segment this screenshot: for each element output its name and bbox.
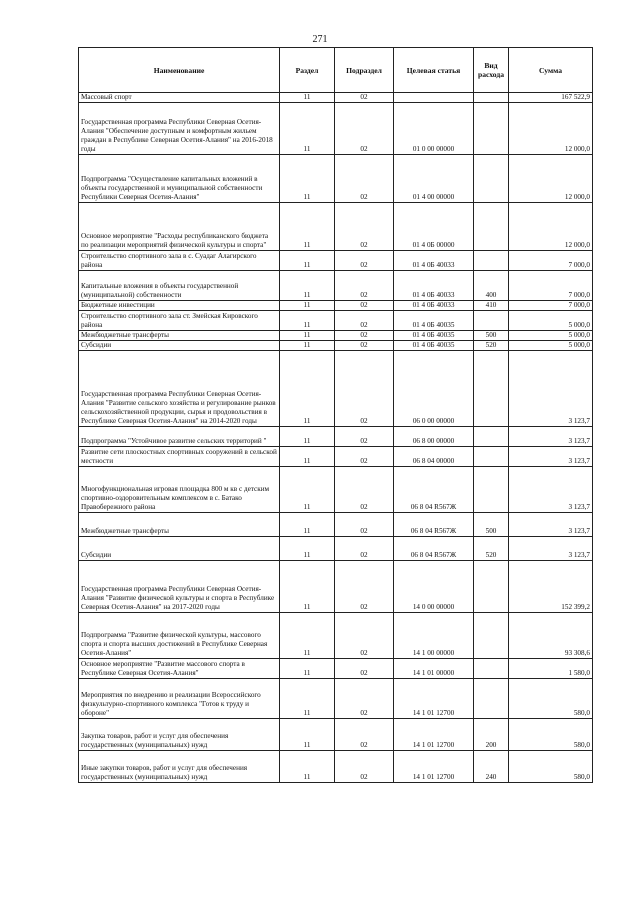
cell-podrazdel: 02 — [335, 751, 394, 783]
cell-summa: 12 000,0 — [509, 203, 593, 251]
table-row — [79, 301, 593, 311]
cell-name: Строительство спортивного зала в с. Суадаг Алагирского района — [79, 251, 280, 271]
cell-podrazdel: 02 — [335, 341, 394, 351]
cell-summa: 3 123,7 — [509, 513, 593, 537]
cell-name: Закупка товаров, работ и услуг для обеспечения государственных (муниципальных) нужд — [79, 719, 280, 751]
cell-razdel: 11 — [280, 341, 335, 351]
cell-tselevaya-statya: 06 8 04 00000 — [394, 447, 474, 467]
cell-razdel: 11 — [280, 561, 335, 613]
cell-summa: 7 000,0 — [509, 251, 593, 271]
cell-tselevaya-statya: 14 1 01 00000 — [394, 659, 474, 679]
cell-podrazdel: 02 — [335, 679, 394, 719]
cell-summa: 3 123,7 — [509, 351, 593, 427]
header-tselevaya-statya: Целевая статья — [394, 48, 474, 93]
cell-vid-raskhoda — [474, 311, 509, 331]
cell-tselevaya-statya: 14 1 01 12700 — [394, 679, 474, 719]
table-row — [79, 93, 593, 103]
cell-summa: 7 000,0 — [509, 271, 593, 301]
cell-vid-raskhoda: 410 — [474, 301, 509, 311]
cell-summa: 93 308,6 — [509, 613, 593, 659]
cell-summa: 5 000,0 — [509, 331, 593, 341]
table-row — [79, 561, 593, 613]
cell-razdel: 11 — [280, 719, 335, 751]
cell-vid-raskhoda — [474, 659, 509, 679]
cell-tselevaya-statya: 14 1 01 12700 — [394, 751, 474, 783]
cell-podrazdel: 02 — [335, 103, 394, 155]
cell-podrazdel: 02 — [335, 251, 394, 271]
cell-summa: 580,0 — [509, 719, 593, 751]
table-row — [79, 103, 593, 155]
table-row — [79, 751, 593, 783]
cell-razdel: 11 — [280, 203, 335, 251]
cell-tselevaya-statya: 01 4 0Б 40033 — [394, 301, 474, 311]
table-row — [79, 513, 593, 537]
cell-name: Подпрограмма "Осуществление капитальных вложений в объекты государственной и муниципальной собственности Республики Северная Осетия-Алания" — [79, 155, 280, 203]
cell-podrazdel: 02 — [335, 351, 394, 427]
cell-name: Многофункциональная игровая площадка 800 м кв с детским спортивно-оздоровительным комплексом в с. Батако Правобережного района — [79, 467, 280, 513]
cell-tselevaya-statya: 06 8 04 R567Ж — [394, 513, 474, 537]
cell-podrazdel: 02 — [335, 203, 394, 251]
cell-tselevaya-statya: 01 4 00 00000 — [394, 155, 474, 203]
cell-tselevaya-statya: 01 4 0Б 40035 — [394, 311, 474, 331]
cell-podrazdel: 02 — [335, 271, 394, 301]
cell-podrazdel: 02 — [335, 719, 394, 751]
table-row — [79, 155, 593, 203]
cell-tselevaya-statya: 01 0 00 00000 — [394, 103, 474, 155]
cell-tselevaya-statya: 01 4 0Б 40035 — [394, 331, 474, 341]
cell-tselevaya-statya: 14 1 00 00000 — [394, 613, 474, 659]
cell-vid-raskhoda — [474, 679, 509, 719]
cell-razdel: 11 — [280, 613, 335, 659]
cell-vid-raskhoda — [474, 427, 509, 447]
cell-razdel: 11 — [280, 351, 335, 427]
table-row — [79, 331, 593, 341]
cell-vid-raskhoda: 520 — [474, 537, 509, 561]
cell-name: Основное мероприятие "Расходы республиканского бюджета по реализации мероприятий физической культуры и спорта" — [79, 203, 280, 251]
table-row — [79, 447, 593, 467]
cell-name: Строительство спортивного зала ст. Змейская Кировского района — [79, 311, 280, 331]
cell-vid-raskhoda — [474, 251, 509, 271]
table-header-row — [79, 48, 593, 93]
cell-summa: 167 522,9 — [509, 93, 593, 103]
table-row — [79, 679, 593, 719]
cell-razdel: 11 — [280, 103, 335, 155]
cell-podrazdel: 02 — [335, 467, 394, 513]
cell-summa: 3 123,7 — [509, 537, 593, 561]
table-row — [79, 203, 593, 251]
cell-podrazdel: 02 — [335, 513, 394, 537]
cell-podrazdel: 02 — [335, 311, 394, 331]
header-razdel: Раздел — [280, 48, 335, 93]
header-name: Наименование — [79, 48, 280, 93]
cell-razdel: 11 — [280, 659, 335, 679]
cell-summa: 1 580,0 — [509, 659, 593, 679]
cell-name: Бюджетные инвестиции — [79, 301, 280, 311]
table-row — [79, 467, 593, 513]
cell-tselevaya-statya: 06 0 00 00000 — [394, 351, 474, 427]
budget-table — [78, 47, 593, 783]
header-podrazdel: Подраздел — [335, 48, 394, 93]
cell-tselevaya-statya: 14 1 01 12700 — [394, 719, 474, 751]
cell-name: Капитальные вложения в объекты государственной (муниципальной) собственности — [79, 271, 280, 301]
cell-razdel: 11 — [280, 751, 335, 783]
cell-razdel: 11 — [280, 311, 335, 331]
cell-podrazdel: 02 — [335, 301, 394, 311]
cell-razdel: 11 — [280, 513, 335, 537]
cell-vid-raskhoda: 500 — [474, 331, 509, 341]
cell-vid-raskhoda — [474, 93, 509, 103]
cell-razdel: 11 — [280, 331, 335, 341]
cell-name: Субсидии — [79, 341, 280, 351]
table-row — [79, 271, 593, 301]
table-row — [79, 427, 593, 447]
table-row — [79, 351, 593, 427]
cell-tselevaya-statya: 01 4 0Б 40033 — [394, 251, 474, 271]
table-row — [79, 719, 593, 751]
cell-summa: 580,0 — [509, 751, 593, 783]
table-row — [79, 659, 593, 679]
cell-name: Государственная программа Республики Северная Осетия-Алания "Развитие физической культуры и спорта в Республике Северная Осетия-Алания" на 2017-2020 годы — [79, 561, 280, 613]
cell-vid-raskhoda — [474, 155, 509, 203]
cell-name: Подпрограмма "Устойчивое развитие сельских территорий " — [79, 427, 280, 447]
header-summa: Сумма — [509, 48, 593, 93]
cell-podrazdel: 02 — [335, 561, 394, 613]
cell-summa: 580,0 — [509, 679, 593, 719]
cell-podrazdel: 02 — [335, 537, 394, 561]
cell-podrazdel: 02 — [335, 93, 394, 103]
cell-razdel: 11 — [280, 251, 335, 271]
cell-razdel: 11 — [280, 679, 335, 719]
cell-tselevaya-statya: 14 0 00 00000 — [394, 561, 474, 613]
cell-summa: 152 399,2 — [509, 561, 593, 613]
cell-podrazdel: 02 — [335, 331, 394, 341]
cell-summa: 3 123,7 — [509, 467, 593, 513]
cell-summa: 12 000,0 — [509, 155, 593, 203]
cell-name: Межбюджетные трансферты — [79, 331, 280, 341]
cell-tselevaya-statya — [394, 93, 474, 103]
table-row — [79, 537, 593, 561]
table-row — [79, 311, 593, 331]
cell-name: Иные закупки товаров, работ и услуг для обеспечения государственных (муниципальных) нужд — [79, 751, 280, 783]
cell-summa: 7 000,0 — [509, 301, 593, 311]
cell-summa: 12 000,0 — [509, 103, 593, 155]
cell-razdel: 11 — [280, 93, 335, 103]
cell-tselevaya-statya: 06 8 00 00000 — [394, 427, 474, 447]
cell-name: Субсидии — [79, 537, 280, 561]
cell-tselevaya-statya: 06 8 04 R567Ж — [394, 537, 474, 561]
cell-vid-raskhoda: 500 — [474, 513, 509, 537]
cell-name: Межбюджетные трансферты — [79, 513, 280, 537]
cell-vid-raskhoda — [474, 467, 509, 513]
cell-tselevaya-statya: 01 4 0Б 40035 — [394, 341, 474, 351]
table-body — [79, 93, 593, 783]
cell-vid-raskhoda — [474, 561, 509, 613]
cell-summa: 5 000,0 — [509, 341, 593, 351]
cell-vid-raskhoda — [474, 613, 509, 659]
cell-vid-raskhoda — [474, 447, 509, 467]
cell-vid-raskhoda: 520 — [474, 341, 509, 351]
cell-vid-raskhoda: 200 — [474, 719, 509, 751]
cell-tselevaya-statya: 01 4 0Б 40033 — [394, 271, 474, 301]
cell-razdel: 11 — [280, 447, 335, 467]
cell-summa: 3 123,7 — [509, 427, 593, 447]
table-row — [79, 341, 593, 351]
cell-name: Массовый спорт — [79, 93, 280, 103]
page-number: 271 — [312, 34, 328, 45]
table-row — [79, 251, 593, 271]
cell-name: Государственная программа Республики Северная Осетия-Алания "Развитие сельского хозяйства и регулирование рынков сельскохозяйственной продукции, сырья и продовольствия в Республике Северная Осетия-Алания" на 2014-2020 годы — [79, 351, 280, 427]
cell-razdel: 11 — [280, 537, 335, 561]
header-vid-raskhoda: Вид расхода — [474, 48, 509, 93]
cell-name: Мероприятия по внедрению и реализации Всероссийского физкультурно-спортивного комплекса "Готов к труду и обороне" — [79, 679, 280, 719]
cell-razdel: 11 — [280, 301, 335, 311]
cell-vid-raskhoda — [474, 351, 509, 427]
cell-tselevaya-statya: 06 8 04 R567Ж — [394, 467, 474, 513]
cell-podrazdel: 02 — [335, 659, 394, 679]
cell-name: Подпрограмма "Развитие физической культуры, массового спорта и спорта высших достижений в Республике Северная Осетия-Алания" — [79, 613, 280, 659]
cell-razdel: 11 — [280, 271, 335, 301]
cell-name: Государственная программа Республики Северная Осетия-Алания "Обеспечение доступным и комфортным жильем граждан в Республике Северная Осетия-Алания" на 2016-2018 годы — [79, 103, 280, 155]
cell-razdel: 11 — [280, 427, 335, 447]
cell-name: Основное мероприятие "Развитие массового спорта в Республике Северная Осетия-Алания" — [79, 659, 280, 679]
cell-summa: 5 000,0 — [509, 311, 593, 331]
cell-vid-raskhoda — [474, 103, 509, 155]
cell-vid-raskhoda — [474, 203, 509, 251]
cell-podrazdel: 02 — [335, 447, 394, 467]
cell-summa: 3 123,7 — [509, 447, 593, 467]
cell-tselevaya-statya: 01 4 0Б 00000 — [394, 203, 474, 251]
cell-podrazdel: 02 — [335, 613, 394, 659]
cell-name: Развитие сети плоскостных спортивных сооружений в сельской местности — [79, 447, 280, 467]
cell-podrazdel: 02 — [335, 155, 394, 203]
table-row — [79, 613, 593, 659]
cell-vid-raskhoda: 400 — [474, 271, 509, 301]
cell-vid-raskhoda: 240 — [474, 751, 509, 783]
cell-razdel: 11 — [280, 155, 335, 203]
cell-razdel: 11 — [280, 467, 335, 513]
cell-podrazdel: 02 — [335, 427, 394, 447]
